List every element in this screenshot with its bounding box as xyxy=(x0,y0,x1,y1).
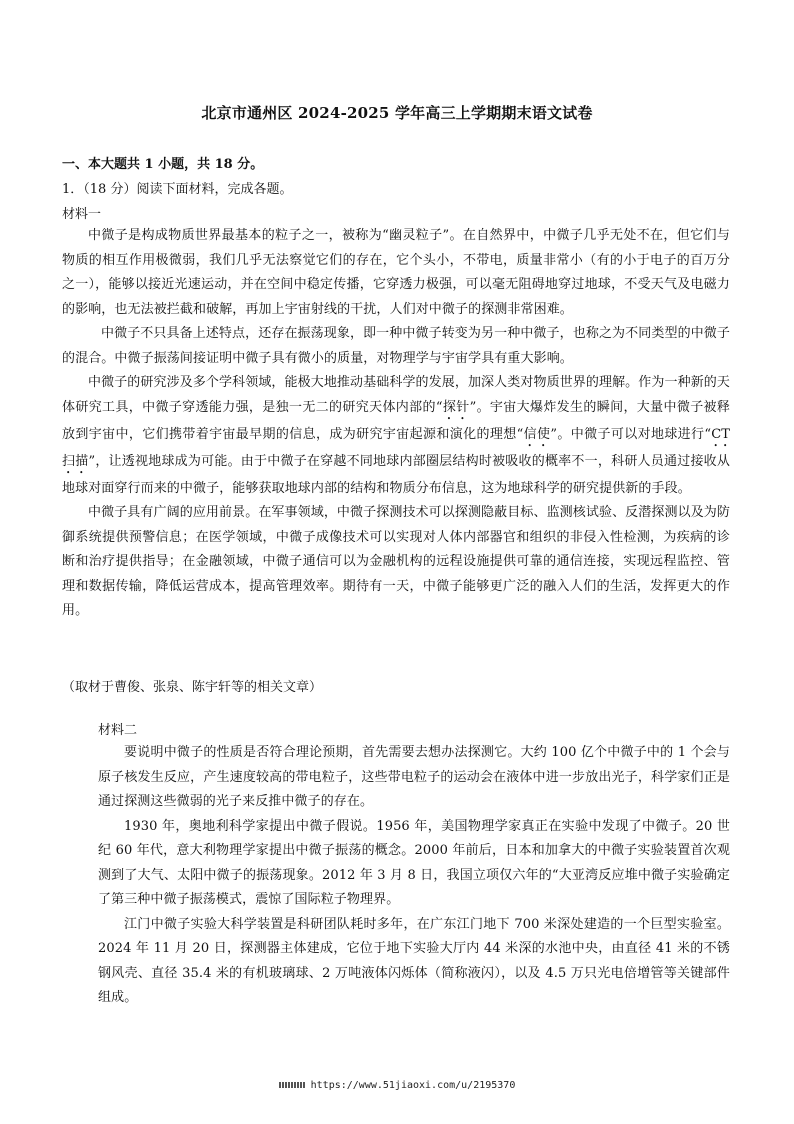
p3-text-a: 中微子的研究涉及多个学科领域，能极大地推动基础科学的发展，加深人类对物质世界的理解。作为一种新的天体研究工具，中微子穿透能力强，是独一无二的研究天体内部的“ xyxy=(62,375,730,415)
question-stem: 1．（18 分）阅读下面材料，完成各题。 xyxy=(62,182,293,197)
emphasis-probe: 探针 xyxy=(442,399,470,415)
material1-body xyxy=(62,224,730,624)
p3-text-e: ”。中微子可以对地球进行“ xyxy=(550,426,712,442)
material1-paragraph-1: 中微子是构成物质世界最基本的粒子之一，被称为“幽灵粒子”。在自然界中，中微子几乎无处不在，但它们与物质的相互作用极微弱，我们几乎无法察觉它们的存在，它个头小，不带电，质量非常小（有的小于电子的百万分之一），能够以接近光速运动，并在空间中稳定传播，它穿透力极强，可以毫无阻碍地穿过地球，不受天气及电磁力的影响，也无法被拦截和破解，再加上宇宙射线的干扰，人们对中微子的探测非常困难。 xyxy=(62,228,730,317)
emphasis-ct-scan: CT 扫描 xyxy=(62,426,731,469)
material1-label: 材料一 xyxy=(62,207,102,222)
material1-paragraph-4: 中微子具有广阔的应用前景。在军事领域，中微子探测技术可以探测隐蔽目标、监测核试验、反潜探测以及为防御系统提供预警信息；在医学领域，中微子成像技术可以实现对人体内部器官和组织的非侵入性检测，为疾病的诊断和治疗提供指导；在金融领域，中微子通信可以为金融机构的远程设施提供可靠的通信连接，实现远程监控、管理和数据传输，降低运营成本，提高管理效率。期待有一天，中微子能够更广泛的融入人们的生活，发挥更大的作用。 xyxy=(62,505,730,618)
material2-label: 材料二 xyxy=(98,723,138,738)
material1-source: （取材于曹俊、张泉、陈宇轩等的相关文章） xyxy=(62,680,323,695)
material2-body xyxy=(98,741,730,1011)
site-logo-icon xyxy=(279,1082,305,1088)
p3-text-g: ”，让透视地球成为可能。由于中微子在穿越不同地球内部圈层结构时被吸收的概率不一，科研人员通过接收从地球对面穿行而来的中微子，能够获取地球内部的结构和物质分布信息，这为地球科学的研究提供新的手段。 xyxy=(62,453,730,496)
section-heading: 一、本大题共 1 小题，共 18 分。 xyxy=(62,157,264,172)
material1-paragraph-2: 中微子不只具备上述特点，还存在振荡现象，即一种中微子转变为另一种中微子，也称之为不同类型的中微子的混合。中微子振荡间接证明中微子具有微小的质量，对物理学与宇宙学具有重大影响。 xyxy=(62,326,730,366)
p3-text-c: ”。宇宙大爆炸发生的瞬间，大量中微子被释放到宇宙中，它们携带着宇宙最早期的信息，成为研究宇宙起源和演化的理想“ xyxy=(62,399,731,442)
footer-watermark xyxy=(0,1080,794,1091)
material2-paragraph-3: 江门中微子实验大科学装置是科研团队耗时多年，在广东江门地下 700 米深处建造的一个巨型实验室。2024 年 11 月 20 日，探测器主体建成，它位于地下实验大厅内 44 米深的水池中央，由直径 41 米的不锈钢风壳、直径 35.4 米的有机玻璃球、2 万吨液体闪烁体（简称液闪），以及 4.5 万只光电倍增管等关键部件组成。 xyxy=(98,916,730,1005)
emphasis-messenger: 信使 xyxy=(523,426,551,442)
material2-paragraph-2: 1930 年，奥地利科学家提出中微子假说。1956 年，美国物理学家真正在实验中发现了中微子。20 世纪 60 年代，意大利物理学家提出中微子振荡的概念。2000 年前后，日本和加拿大的中微子实验装置首次观测到了大气、太阳中微子的振荡现象。2012 年 3 月 8 日，我国立项仅六年的“大亚湾反应堆中微子实验确定了第三种中微子振荡模式，震惊了国际粒子物理界。 xyxy=(98,818,730,907)
page-title: 北京市通州区 2024-2025 学年高三上学期期末语文试卷 xyxy=(201,104,593,122)
footer-url-link[interactable]: https://www.51jiaoxi.com/u/2195370 xyxy=(310,1080,516,1091)
material2-paragraph-1: 要说明中微子的性质是否符合理论预期，首先需要去想办法探测它。大约 100 亿个中微子中的 1 个会与原子核发生反应，产生速度较高的带电粒子，这些带电粒子的运动会在液体中进一步放出光子，科学家们正是通过探测这些微弱的光子来反推中微子的存在。 xyxy=(98,745,730,809)
material1-paragraph-3 xyxy=(62,371,730,501)
